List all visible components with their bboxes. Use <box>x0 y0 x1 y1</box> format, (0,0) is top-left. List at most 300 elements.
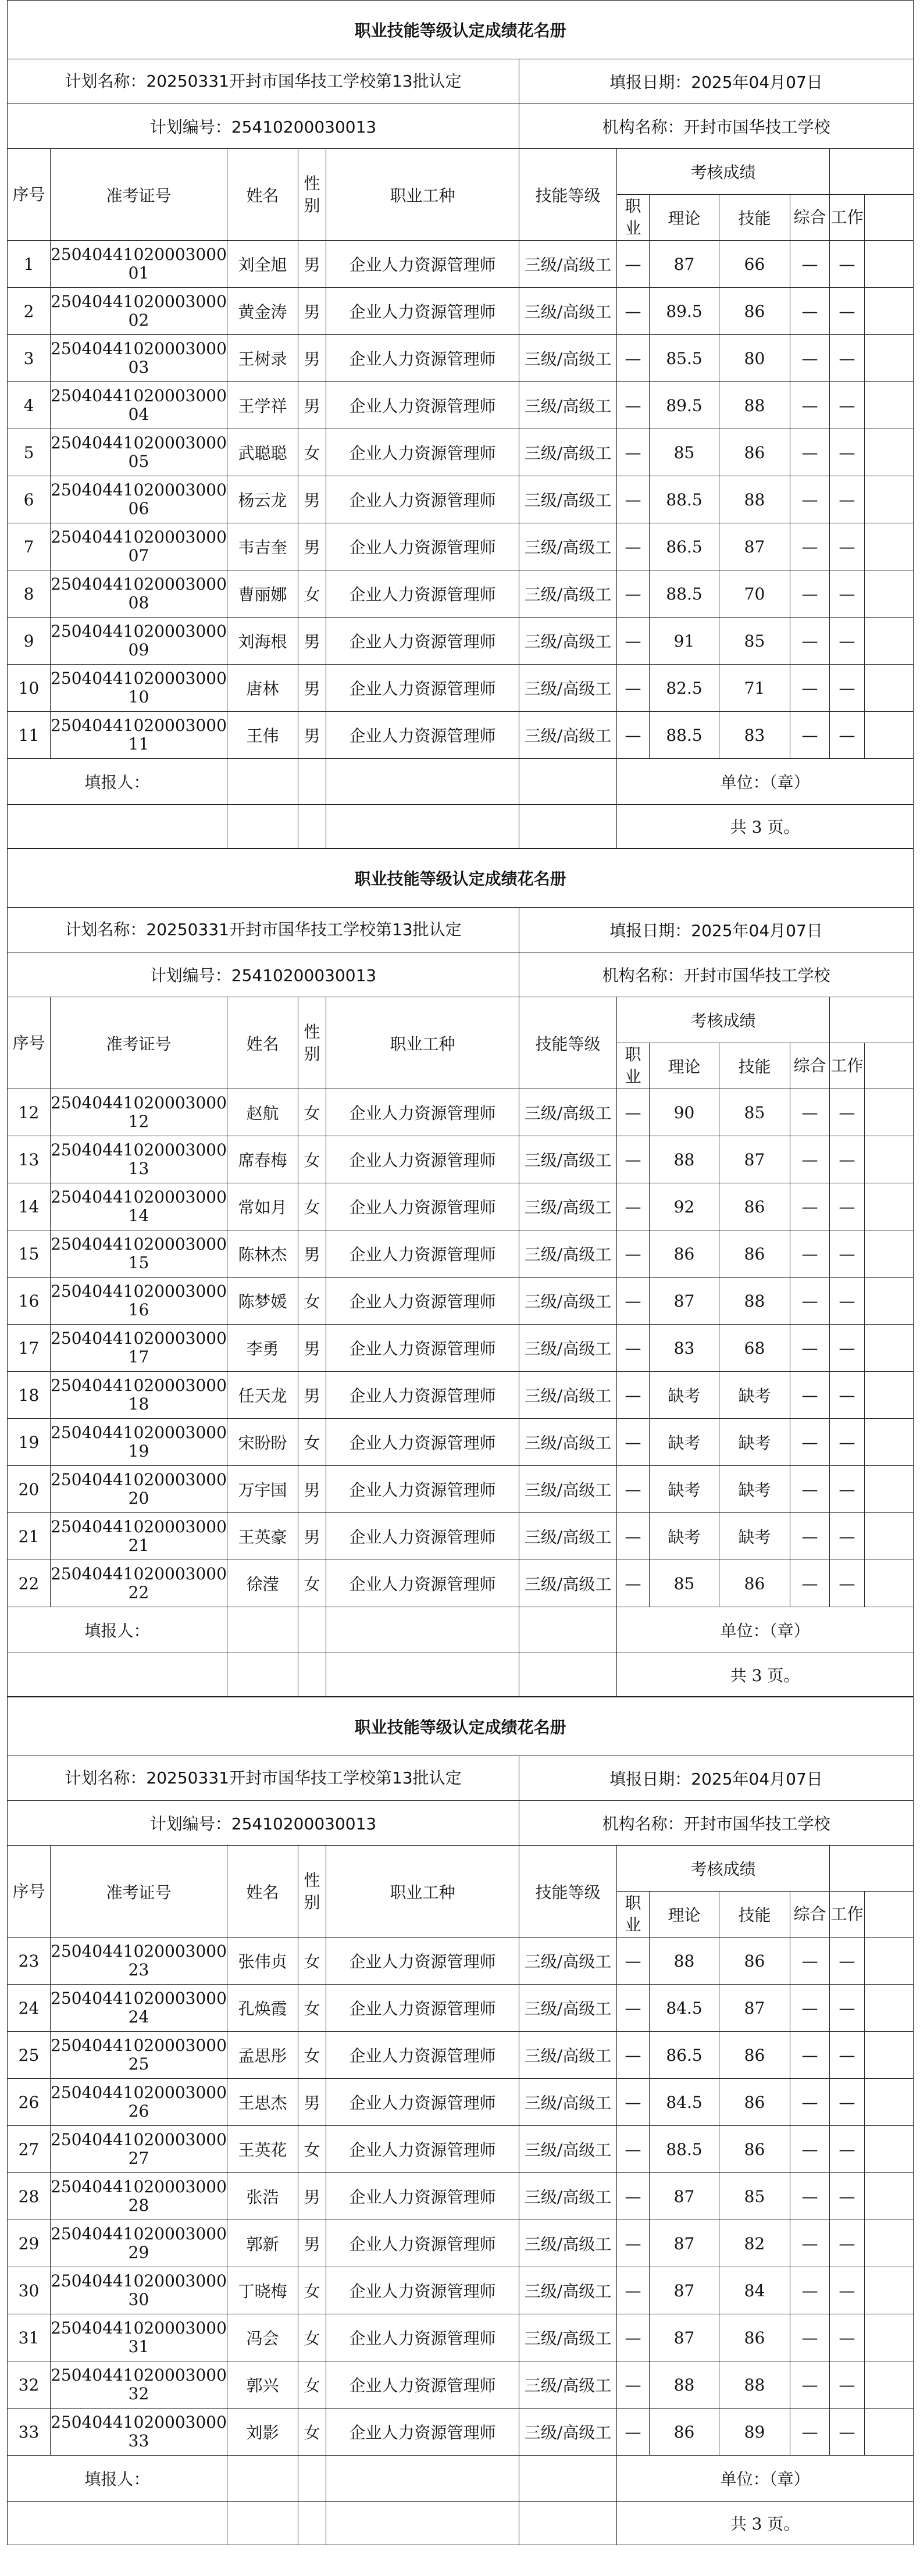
cell-gender: 男 <box>298 618 326 665</box>
cell-career: — <box>617 2314 650 2361</box>
cell-exam-id: 2504044102000300015 <box>51 1230 227 1278</box>
cell-work: — <box>830 1419 865 1466</box>
cell-work: — <box>830 1230 865 1278</box>
cell-skill: 70 <box>719 570 790 618</box>
cell-skill: 86 <box>719 1183 790 1230</box>
cell-theory: 84.5 <box>650 1985 719 2032</box>
cell-work: — <box>830 288 865 335</box>
cell-seq: 15 <box>8 1230 51 1278</box>
header-score-work: 工作 <box>830 195 865 241</box>
cell-theory: 85 <box>650 429 719 476</box>
cell-skill: 86 <box>719 2126 790 2173</box>
cell-exam-id: 2504044102000300005 <box>51 429 227 476</box>
cell-comprehensive: — <box>790 1419 830 1466</box>
cell-skill: 87 <box>719 523 790 570</box>
cell-career: — <box>617 712 650 759</box>
header-name: 姓名 <box>227 997 298 1089</box>
cell-comprehensive: — <box>790 1325 830 1372</box>
cell-work: — <box>830 1136 865 1183</box>
cell-blank <box>865 618 914 665</box>
header-score-career: 职业 <box>617 195 650 241</box>
cell-blank <box>865 2314 914 2361</box>
footer-blank-c <box>326 1607 519 1653</box>
cell-name: 孟思彤 <box>227 2032 298 2079</box>
cell-career: — <box>617 476 650 523</box>
header-blank-2 <box>865 1043 914 1089</box>
cell-theory: 89.5 <box>650 382 719 429</box>
cell-skill: 85 <box>719 1089 790 1136</box>
cell-comprehensive: — <box>790 429 830 476</box>
cell-gender: 女 <box>298 570 326 618</box>
cell-blank <box>865 1089 914 1136</box>
cell-seq: 11 <box>8 712 51 759</box>
cell-career: — <box>617 1136 650 1183</box>
cell-blank <box>865 1230 914 1278</box>
cell-skill: 68 <box>719 1325 790 1372</box>
cell-blank <box>865 2267 914 2314</box>
title-row <box>8 1697 914 1756</box>
cell-occupation: 企业人力资源管理师 <box>326 1325 519 1372</box>
cell-work: — <box>830 1183 865 1230</box>
cell-theory: 88.5 <box>650 570 719 618</box>
cell-comprehensive: — <box>790 2361 830 2409</box>
cell-exam-id: 2504044102000300012 <box>51 1089 227 1136</box>
header-occupation: 职业工种 <box>326 149 519 241</box>
header-row <box>8 1846 914 1892</box>
table-row <box>8 476 914 523</box>
cell-theory: 90 <box>650 1089 719 1136</box>
cell-career: — <box>617 2079 650 2126</box>
cell-comprehensive: — <box>790 382 830 429</box>
cell-gender: 女 <box>298 2409 326 2456</box>
cell-name: 王思杰 <box>227 2079 298 2126</box>
plan-no-cell <box>8 104 519 149</box>
cell-career: — <box>617 1419 650 1466</box>
cell-name: 刘海根 <box>227 618 298 665</box>
cell-occupation: 企业人力资源管理师 <box>326 241 519 288</box>
header-row <box>8 149 914 195</box>
header-gender: 性别 <box>298 997 326 1089</box>
cell-blank <box>865 2126 914 2173</box>
table-row <box>8 288 914 335</box>
table-row <box>8 2079 914 2126</box>
cell-occupation: 企业人力资源管理师 <box>326 1089 519 1136</box>
cell-seq: 2 <box>8 288 51 335</box>
cell-seq: 16 <box>8 1278 51 1325</box>
cell-work: — <box>830 2361 865 2409</box>
cell-gender: 女 <box>298 2267 326 2314</box>
cell-seq: 27 <box>8 2126 51 2173</box>
cell-level: 三级/高级工 <box>519 2032 617 2079</box>
cell-gender: 女 <box>298 1938 326 1985</box>
cell-seq: 8 <box>8 570 51 618</box>
cell-exam-id: 2504044102000300002 <box>51 288 227 335</box>
footer2-blank-b <box>227 805 298 848</box>
fill-date: 填报日期：2025年04月07日 <box>519 908 914 952</box>
table-row <box>8 1136 914 1183</box>
plan-name: 20250331开封市国华技工学校第13批认定 <box>146 920 462 939</box>
cell-blank <box>865 1325 914 1372</box>
cell-seq: 1 <box>8 241 51 288</box>
cell-exam-id: 2504044102000300003 <box>51 335 227 382</box>
title-row <box>8 849 914 908</box>
cell-gender: 男 <box>298 476 326 523</box>
cell-gender: 男 <box>298 2079 326 2126</box>
cell-level: 三级/高级工 <box>519 2267 617 2314</box>
cell-name: 唐林 <box>227 665 298 712</box>
cell-comprehensive: — <box>790 335 830 382</box>
footer-blank-a <box>227 2456 298 2502</box>
footer-row-2 <box>8 805 914 848</box>
cell-name: 韦吉奎 <box>227 523 298 570</box>
cell-blank <box>865 1136 914 1183</box>
cell-theory: 缺考 <box>650 1372 719 1419</box>
cell-work: — <box>830 1560 865 1607</box>
cell-name: 赵航 <box>227 1089 298 1136</box>
cell-skill: 88 <box>719 476 790 523</box>
plan-name: 20250331开封市国华技工学校第13批认定 <box>146 72 462 91</box>
header-score-theory: 理论 <box>650 1892 719 1938</box>
page-title: 职业技能等级认定成绩花名册 <box>8 849 914 908</box>
plan-name-label: 计划名称： <box>65 920 147 939</box>
cell-comprehensive: — <box>790 570 830 618</box>
cell-theory: 88 <box>650 1938 719 1985</box>
footer2-blank-a <box>8 805 227 848</box>
title-row <box>8 1 914 59</box>
cell-comprehensive: — <box>790 2267 830 2314</box>
cell-name: 任天龙 <box>227 1372 298 1419</box>
cell-blank <box>865 1278 914 1325</box>
cell-skill: 88 <box>719 2361 790 2409</box>
cell-theory: 87 <box>650 1278 719 1325</box>
header-score-skill: 技能 <box>719 1043 790 1089</box>
cell-career: — <box>617 570 650 618</box>
cell-level: 三级/高级工 <box>519 570 617 618</box>
cell-career: — <box>617 1372 650 1419</box>
cell-work: — <box>830 1985 865 2032</box>
cell-theory: 89.5 <box>650 288 719 335</box>
cell-comprehensive: — <box>790 1089 830 1136</box>
header-score-comprehensive: 综合 <box>790 1043 830 1089</box>
cell-name: 张伟贞 <box>227 1938 298 1985</box>
cell-seq: 24 <box>8 1985 51 2032</box>
cell-theory: 缺考 <box>650 1513 719 1560</box>
cell-career: — <box>617 2126 650 2173</box>
cell-blank <box>865 241 914 288</box>
cell-blank <box>865 712 914 759</box>
header-level: 技能等级 <box>519 149 617 241</box>
footer2-blank-c <box>298 1653 326 1697</box>
header-blank <box>830 1846 914 1892</box>
table-row <box>8 2220 914 2267</box>
cell-level: 三级/高级工 <box>519 2314 617 2361</box>
plan-no-cell <box>8 1801 519 1846</box>
cell-blank <box>865 288 914 335</box>
cell-name: 杨云龙 <box>227 476 298 523</box>
cell-career: — <box>617 288 650 335</box>
cell-gender: 男 <box>298 2173 326 2220</box>
cell-gender: 女 <box>298 1136 326 1183</box>
cell-occupation: 企业人力资源管理师 <box>326 2126 519 2173</box>
cell-level: 三级/高级工 <box>519 2220 617 2267</box>
header-score-theory: 理论 <box>650 195 719 241</box>
cell-blank <box>865 2409 914 2456</box>
cell-skill: 86 <box>719 1230 790 1278</box>
cell-level: 三级/高级工 <box>519 2173 617 2220</box>
cell-theory: 87 <box>650 2267 719 2314</box>
plan-name-label: 计划名称： <box>65 72 147 91</box>
cell-gender: 男 <box>298 241 326 288</box>
cell-theory: 91 <box>650 618 719 665</box>
cell-name: 丁晓梅 <box>227 2267 298 2314</box>
table-row <box>8 2267 914 2314</box>
cell-level: 三级/高级工 <box>519 2361 617 2409</box>
header-score-comprehensive: 综合 <box>790 1892 830 1938</box>
footer2-blank-d <box>326 805 519 848</box>
cell-name: 刘全旭 <box>227 241 298 288</box>
cell-occupation: 企业人力资源管理师 <box>326 429 519 476</box>
table-row <box>8 241 914 288</box>
header-blank-2 <box>865 1892 914 1938</box>
filler-label: 填报人： <box>8 2456 227 2502</box>
filler-label: 填报人： <box>8 1607 227 1653</box>
cell-work: — <box>830 712 865 759</box>
cell-exam-id: 2504044102000300028 <box>51 2173 227 2220</box>
cell-occupation: 企业人力资源管理师 <box>326 1513 519 1560</box>
cell-theory: 87 <box>650 2173 719 2220</box>
footer-blank-b <box>298 759 326 805</box>
cell-exam-id: 2504044102000300016 <box>51 1278 227 1325</box>
cell-seq: 4 <box>8 382 51 429</box>
cell-occupation: 企业人力资源管理师 <box>326 2220 519 2267</box>
cell-comprehensive: — <box>790 2314 830 2361</box>
cell-work: — <box>830 2409 865 2456</box>
cell-gender: 女 <box>298 1089 326 1136</box>
cell-career: — <box>617 241 650 288</box>
cell-career: — <box>617 1938 650 1985</box>
cell-gender: 女 <box>298 429 326 476</box>
cell-occupation: 企业人力资源管理师 <box>326 2361 519 2409</box>
fill-date: 填报日期：2025年04月07日 <box>519 1756 914 1801</box>
cell-seq: 33 <box>8 2409 51 2456</box>
plan-name-cell <box>8 1756 519 1801</box>
cell-exam-id: 2504044102000300024 <box>51 1985 227 2032</box>
cell-seq: 26 <box>8 2079 51 2126</box>
cell-exam-id: 2504044102000300033 <box>51 2409 227 2456</box>
org-name: 机构名称：开封市国华技工学校 <box>519 1801 914 1846</box>
cell-exam-id: 2504044102000300030 <box>51 2267 227 2314</box>
cell-level: 三级/高级工 <box>519 712 617 759</box>
cell-career: — <box>617 1466 650 1513</box>
cell-seq: 18 <box>8 1372 51 1419</box>
cell-occupation: 企业人力资源管理师 <box>326 382 519 429</box>
roster-page <box>7 848 913 1697</box>
cell-theory: 缺考 <box>650 1419 719 1466</box>
table-row <box>8 1466 914 1513</box>
cell-work: — <box>830 2032 865 2079</box>
footer2-blank-b <box>227 2502 298 2545</box>
cell-occupation: 企业人力资源管理师 <box>326 1278 519 1325</box>
cell-blank <box>865 1985 914 2032</box>
page-total: 共 3 页。 <box>617 1653 914 1697</box>
cell-seq: 32 <box>8 2361 51 2409</box>
cell-skill: 82 <box>719 2220 790 2267</box>
cell-skill: 86 <box>719 2314 790 2361</box>
header-name: 姓名 <box>227 149 298 241</box>
cell-comprehensive: — <box>790 1372 830 1419</box>
cell-level: 三级/高级工 <box>519 1183 617 1230</box>
cell-comprehensive: — <box>790 2079 830 2126</box>
footer-row-2 <box>8 2502 914 2545</box>
table-row <box>8 1372 914 1419</box>
cell-career: — <box>617 335 650 382</box>
cell-skill: 84 <box>719 2267 790 2314</box>
cell-gender: 男 <box>298 288 326 335</box>
cell-work: — <box>830 476 865 523</box>
cell-work: — <box>830 570 865 618</box>
footer-blank-a <box>227 1607 298 1653</box>
roster-page <box>7 0 913 848</box>
cell-seq: 31 <box>8 2314 51 2361</box>
cell-comprehensive: — <box>790 712 830 759</box>
cell-work: — <box>830 1466 865 1513</box>
footer2-blank-a <box>8 1653 227 1697</box>
plan-name-cell <box>8 908 519 952</box>
table-row <box>8 712 914 759</box>
cell-seq: 5 <box>8 429 51 476</box>
cell-exam-id: 2504044102000300004 <box>51 382 227 429</box>
footer-blank-a <box>227 759 298 805</box>
footer-blank-d <box>519 1607 617 1653</box>
cell-skill: 86 <box>719 2032 790 2079</box>
cell-work: — <box>830 2220 865 2267</box>
cell-comprehensive: — <box>790 1183 830 1230</box>
footer-row <box>8 759 914 805</box>
cell-skill: 86 <box>719 1560 790 1607</box>
cell-level: 三级/高级工 <box>519 2409 617 2456</box>
cell-career: — <box>617 1183 650 1230</box>
meta-row-plan <box>8 908 914 952</box>
cell-gender: 男 <box>298 1513 326 1560</box>
cell-seq: 29 <box>8 2220 51 2267</box>
cell-comprehensive: — <box>790 1560 830 1607</box>
cell-blank <box>865 570 914 618</box>
footer2-blank-e <box>519 1653 617 1697</box>
cell-name: 王学祥 <box>227 382 298 429</box>
cell-seq: 20 <box>8 1466 51 1513</box>
header-score-career: 职业 <box>617 1892 650 1938</box>
cell-exam-id: 2504044102000300032 <box>51 2361 227 2409</box>
cell-occupation: 企业人力资源管理师 <box>326 2032 519 2079</box>
cell-skill: 80 <box>719 335 790 382</box>
cell-gender: 男 <box>298 1325 326 1372</box>
cell-work: — <box>830 618 865 665</box>
footer2-blank-e <box>519 2502 617 2545</box>
cell-comprehensive: — <box>790 1230 830 1278</box>
cell-exam-id: 2504044102000300027 <box>51 2126 227 2173</box>
header-blank <box>830 149 914 195</box>
cell-occupation: 企业人力资源管理师 <box>326 1466 519 1513</box>
footer2-blank-d <box>326 1653 519 1697</box>
footer2-blank-a <box>8 2502 227 2545</box>
cell-level: 三级/高级工 <box>519 1938 617 1985</box>
cell-seq: 17 <box>8 1325 51 1372</box>
meta-row-plan <box>8 59 914 104</box>
header-gender: 性别 <box>298 149 326 241</box>
cell-career: — <box>617 618 650 665</box>
cell-blank <box>865 523 914 570</box>
cell-seq: 22 <box>8 1560 51 1607</box>
footer-row-2 <box>8 1653 914 1697</box>
table-row <box>8 2361 914 2409</box>
cell-gender: 女 <box>298 2314 326 2361</box>
cell-seq: 25 <box>8 2032 51 2079</box>
cell-exam-id: 2504044102000300023 <box>51 1938 227 1985</box>
header-scores: 考核成绩 <box>617 1846 830 1892</box>
table-row <box>8 1278 914 1325</box>
cell-level: 三级/高级工 <box>519 429 617 476</box>
cell-career: — <box>617 1278 650 1325</box>
cell-career: — <box>617 1985 650 2032</box>
cell-exam-id: 2504044102000300018 <box>51 1372 227 1419</box>
header-exam-id: 准考证号 <box>51 149 227 241</box>
cell-name: 冯会 <box>227 2314 298 2361</box>
cell-theory: 84.5 <box>650 2079 719 2126</box>
cell-work: — <box>830 1325 865 1372</box>
header-level: 技能等级 <box>519 997 617 1089</box>
cell-level: 三级/高级工 <box>519 1985 617 2032</box>
table-row <box>8 429 914 476</box>
plan-name: 20250331开封市国华技工学校第13批认定 <box>146 1768 462 1787</box>
cell-level: 三级/高级工 <box>519 241 617 288</box>
cell-career: — <box>617 2361 650 2409</box>
table-row <box>8 2409 914 2456</box>
cell-occupation: 企业人力资源管理师 <box>326 2267 519 2314</box>
cell-name: 王英花 <box>227 2126 298 2173</box>
cell-exam-id: 2504044102000300014 <box>51 1183 227 1230</box>
cell-seq: 14 <box>8 1183 51 1230</box>
cell-theory: 87 <box>650 241 719 288</box>
cell-occupation: 企业人力资源管理师 <box>326 476 519 523</box>
cell-theory: 86.5 <box>650 2032 719 2079</box>
cell-occupation: 企业人力资源管理师 <box>326 570 519 618</box>
cell-theory: 缺考 <box>650 1466 719 1513</box>
cell-name: 刘影 <box>227 2409 298 2456</box>
cell-occupation: 企业人力资源管理师 <box>326 665 519 712</box>
cell-level: 三级/高级工 <box>519 1466 617 1513</box>
cell-name: 常如月 <box>227 1183 298 1230</box>
cell-level: 三级/高级工 <box>519 1419 617 1466</box>
cell-comprehensive: — <box>790 1985 830 2032</box>
cell-seq: 3 <box>8 335 51 382</box>
table-row <box>8 1938 914 1985</box>
cell-blank <box>865 1372 914 1419</box>
cell-theory: 86.5 <box>650 523 719 570</box>
header-occupation: 职业工种 <box>326 1846 519 1938</box>
cell-theory: 87 <box>650 2220 719 2267</box>
cell-gender: 男 <box>298 1466 326 1513</box>
footer2-blank-c <box>298 2502 326 2545</box>
cell-name: 郭新 <box>227 2220 298 2267</box>
cell-gender: 女 <box>298 1560 326 1607</box>
footer-blank-b <box>298 2456 326 2502</box>
cell-gender: 男 <box>298 2220 326 2267</box>
cell-career: — <box>617 1560 650 1607</box>
cell-comprehensive: — <box>790 1513 830 1560</box>
cell-seq: 6 <box>8 476 51 523</box>
plan-no: 25410200030013 <box>231 1814 377 1833</box>
cell-career: — <box>617 1089 650 1136</box>
